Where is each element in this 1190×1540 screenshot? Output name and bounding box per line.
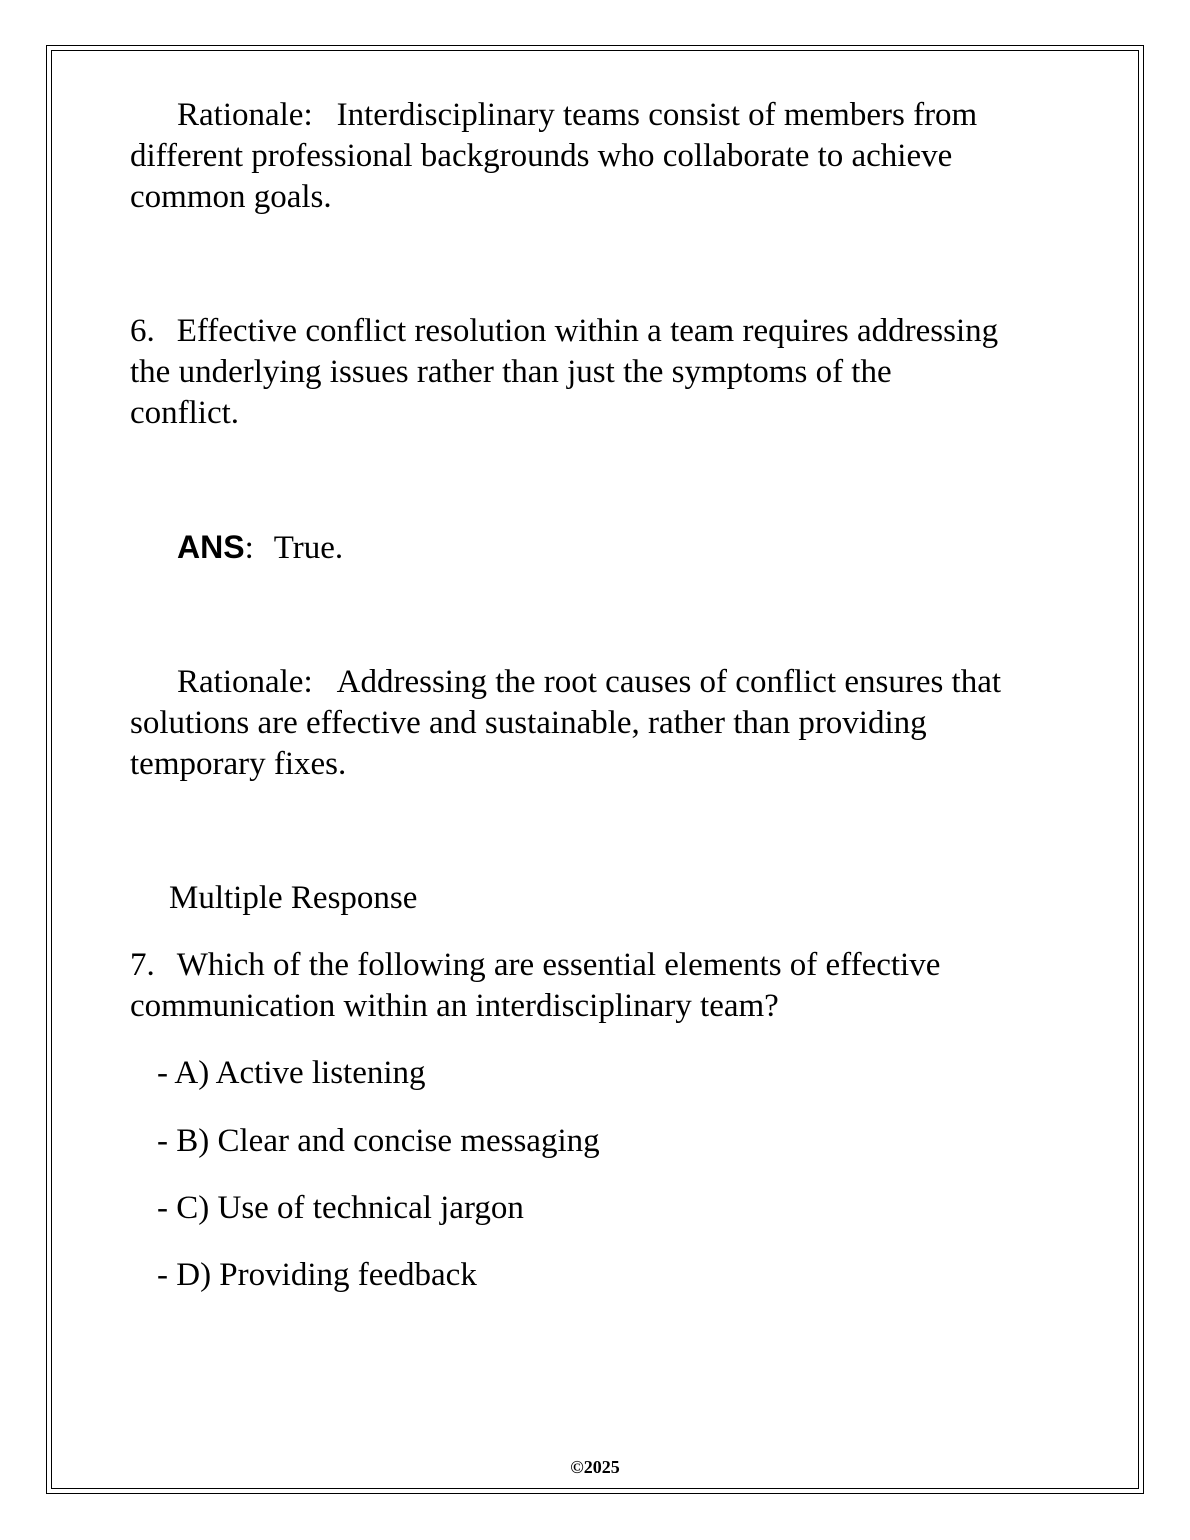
- rationale-5-label: Rationale:: [177, 97, 313, 133]
- answer-label: ANS: [177, 529, 245, 565]
- option-d: - D) Providing feedback: [157, 1257, 477, 1293]
- section-heading: Multiple Response: [169, 880, 418, 916]
- question-7-line-1: 7. Which of the following are essential elements of effective: [130, 947, 941, 983]
- question-7-number: 7.: [130, 947, 155, 983]
- rationale-5-line-3: common goals.: [130, 179, 332, 215]
- option-a: - A) Active listening: [157, 1055, 426, 1091]
- rationale-6-line-2: solutions are effective and sustainable, rather than providing: [130, 705, 927, 741]
- question-6-line-2: the underlying issues rather than just the symptoms of the: [130, 354, 892, 390]
- question-7-line-2: communication within an interdisciplinary team?: [130, 988, 779, 1024]
- option-c: - C) Use of technical jargon: [157, 1190, 524, 1226]
- rationale-6-line-3: temporary fixes.: [130, 746, 347, 782]
- rationale-6-line-1: Rationale: Addressing the root causes of conflict ensures that: [177, 664, 1002, 700]
- answer-colon: :: [244, 530, 254, 566]
- answer-value: True.: [273, 530, 344, 566]
- rationale-5-line-2: different professional backgrounds who collaborate to achieve: [130, 138, 953, 174]
- rationale-5-line-1: Rationale: Interdisciplinary teams consist of members from: [177, 97, 978, 133]
- option-b: - B) Clear and concise messaging: [157, 1123, 600, 1159]
- question-6-line-3: conflict.: [130, 395, 240, 431]
- question-6-number: 6.: [130, 313, 155, 349]
- answer-6: [177, 527, 343, 569]
- copyright-footer: ©2025: [570, 1457, 620, 1477]
- rationale-6-label: Rationale:: [177, 664, 313, 700]
- question-6-line-1: 6. Effective conflict resolution within a team requires addressing: [130, 313, 999, 349]
